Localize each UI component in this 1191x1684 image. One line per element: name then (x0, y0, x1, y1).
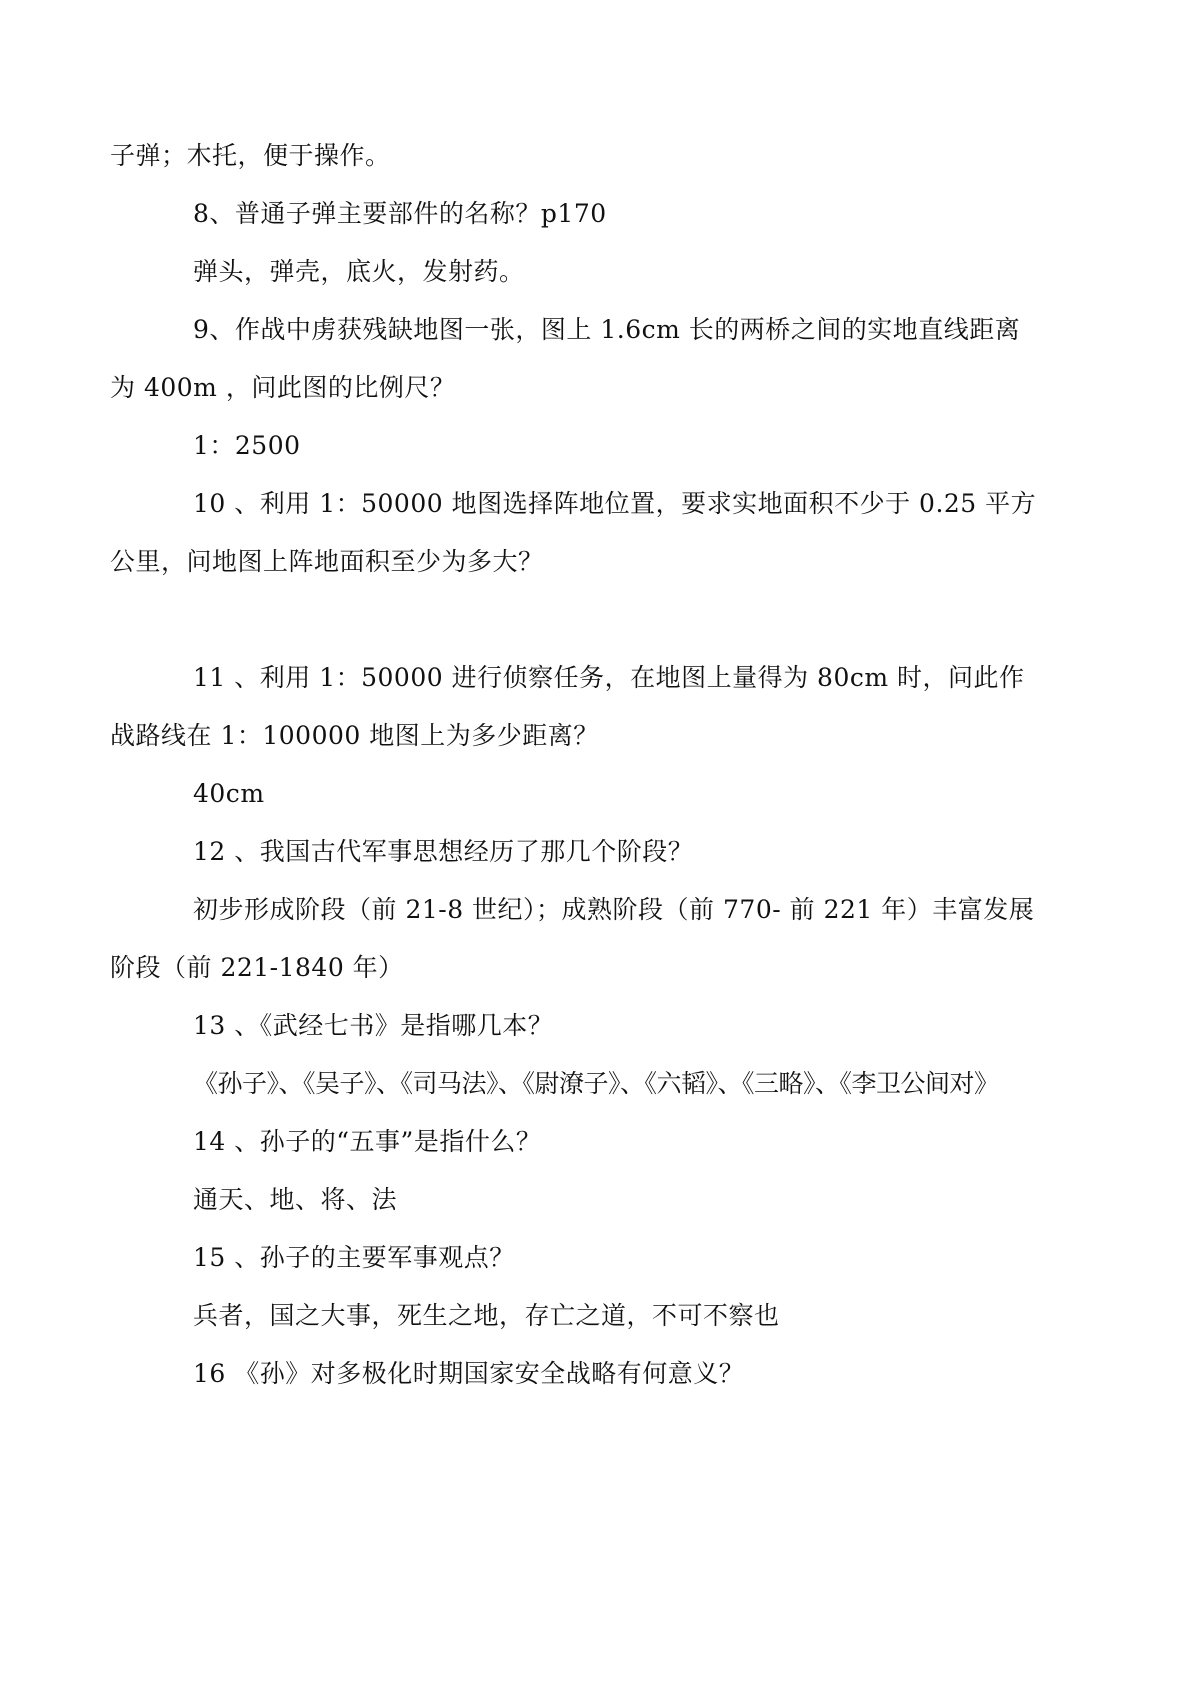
answer-12-cont: 阶段（前 221-1840 年） (110, 953, 404, 982)
question-10: 10 、利用 1：50000 地图选择阵地位置，要求实地面积不少于 0.25 平方 (193, 489, 1037, 518)
question-14: 14 、孙子的“五事”是指什么？ (193, 1127, 542, 1156)
answer-15: 兵者，国之大事，死生之地，存亡之道，不可不察也 (193, 1301, 780, 1330)
text-line: 子弹；木托，便于操作。 (110, 141, 391, 170)
question-13: 13 、《武经七书》是指哪几本？ (193, 1011, 554, 1040)
question-16: 16 《孙》对多极化时期国家安全战略有何意义？ (193, 1359, 745, 1388)
question-11-cont: 战路线在 1：100000 地图上为多少距离？ (110, 721, 599, 750)
question-8: 8、普通子弹主要部件的名称？p170 (193, 199, 607, 228)
answer-11: 40cm (193, 779, 265, 808)
answer-9: 1：2500 (193, 431, 301, 460)
question-9: 9、作战中虏获残缺地图一张，图上 1.6cm 长的两桥之间的实地直线距离 (193, 315, 1021, 344)
question-11: 11 、利用 1：50000 进行侦察任务，在地图上量得为 80cm 时，问此作 (193, 663, 1025, 692)
question-15: 15 、孙子的主要军事观点？ (193, 1243, 515, 1272)
question-10-cont: 公里，问地图上阵地面积至少为多大？ (110, 547, 544, 576)
question-12: 12 、我国古代军事思想经历了那几个阶段？ (193, 837, 694, 866)
question-9-cont: 为 400m ，问此图的比例尺？ (110, 373, 456, 402)
answer-14: 通天、地、将、法 (193, 1185, 398, 1214)
answer-12: 初步形成阶段（前 21-8 世纪）；成熟阶段（前 770- 前 221 年）丰富发展 (193, 895, 1035, 924)
answer-8: 弹头，弹壳，底火，发射药。 (193, 257, 525, 286)
answer-13: 《孙子》、《吴子》、《司马法》、《尉潦子》、《六韬》、《三略》、《李卫公间对》 (193, 1069, 999, 1098)
